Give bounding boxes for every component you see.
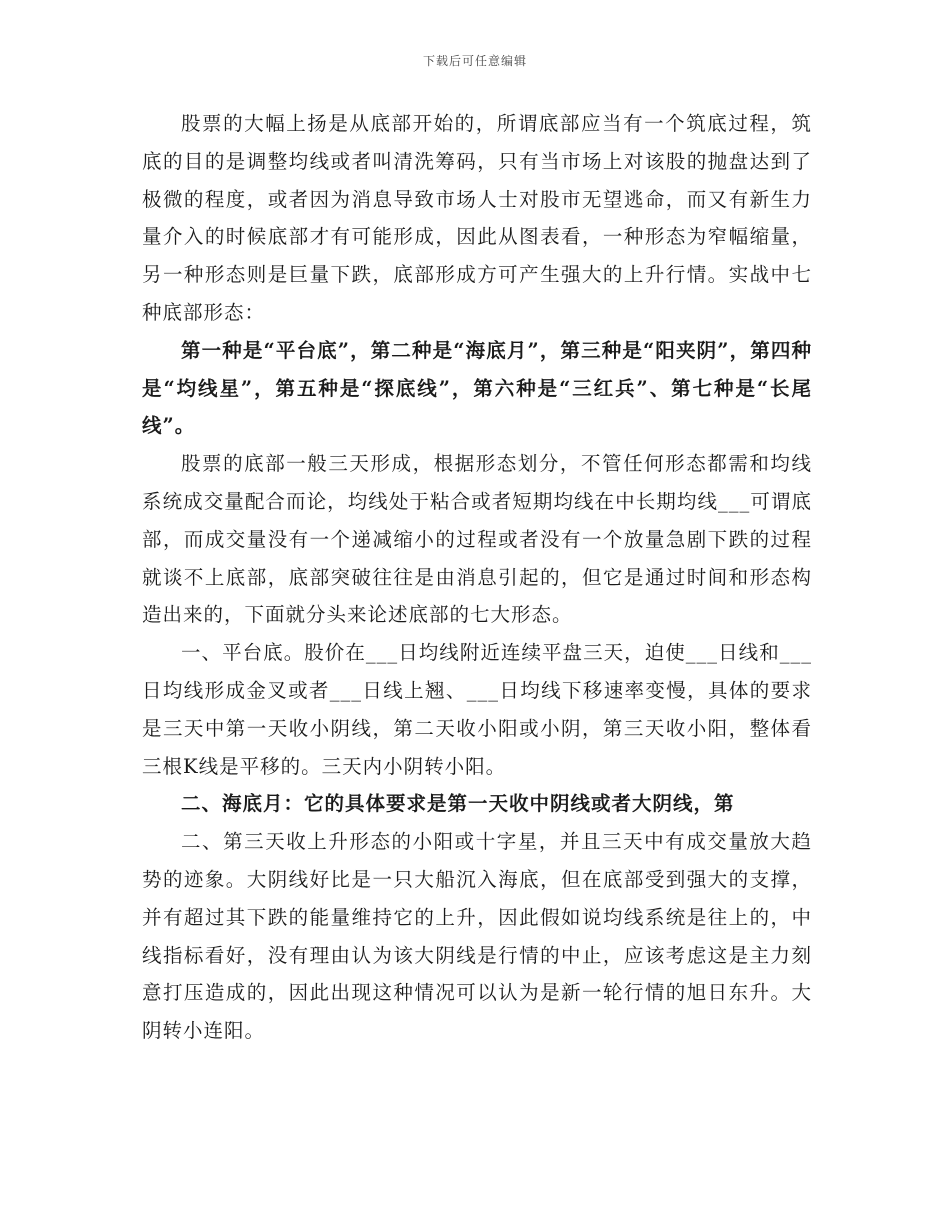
page-header: 下载后可任意编辑 (422, 54, 527, 68)
document-body (142, 105, 812, 1050)
paragraph-platform-bottom: 一、平台底。股价在___日均线附近连续平盘三天，迫使___日线和___日均线形成金叉或者___日线上翘、___日均线下移速率变慢，具体的要求是三天中第一天收小阴线，第二天收小阳或小阴，第三天收小阳，整体看三根K线是平移的。三天内小阴转小阳。 (142, 641, 812, 778)
paragraph-intro: 股票的大幅上扬是从底部开始的，所谓底部应当有一个筑底过程，筑底的目的是调整均线或者叫清洗筹码，只有当市场上对该股的抛盘达到了极微的程度，或者因为消息导致市场人士对股市无望逃命，而又有新生力量介入的时候底部才有可能形成，因此从图表看，一种形态为窄幅缩量，另一种形态则是巨量下跌，底部形成方可产生强大的上升行情。实战中七种底部形态： (142, 112, 812, 324)
paragraph-bottom-formation: 股票的底部一般三天形成，根据形态划分，不管任何形态都需和均线系统成交量配合而论，均线处于粘合或者短期均线在中长期均线___可谓底部，而成交量没有一个递减缩小的过程或者没有一个放量急剧下跌的过程就谈不上底部，底部突破往往是由消息引起的，但它是通过时间和形态构造出来的，下面就分头来论述底部的七大形态。 (142, 452, 812, 627)
paragraph-seabed-moon-heading: 二、海底月：它的具体要求是第一天收中阴线或者大阴线，第 (181, 792, 735, 816)
paragraph-seabed-moon-body: 二、第三天收上升形态的小阳或十字星，并且三天中有成交量放大趋势的迹象。大阴线好比是一只大船沉入海底，但在底部受到强大的支撑，并有超过其下跌的能量维持它的上升，因此假如说均线系统是往上的，中线指标看好，没有理由认为该大阴线是行情的中止，应该考虑这是主力刻意打压造成的，因此出现这种情况可以认为是新一轮行情的旭日东升。大阴转小连阳。 (142, 830, 812, 1043)
paragraph-seven-patterns: 第一种是“平台底”，第二种是“海底月”，第三种是“阳夹阴”，第四种是“均线星”，第五种是“探底线”，第六种是“三红兵”、第七种是“长尾线”。 (142, 338, 812, 438)
